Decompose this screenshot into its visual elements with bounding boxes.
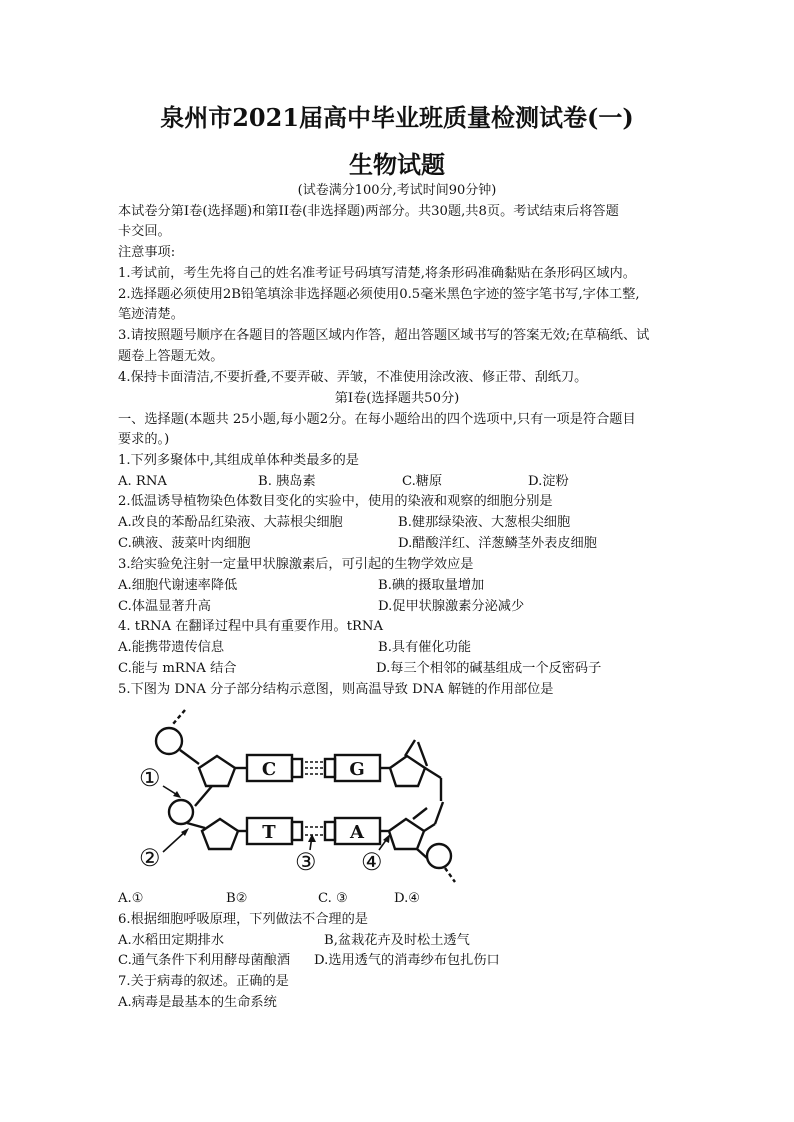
option-d: D.每三个相邻的碱基组成一个反密码子 <box>376 661 602 676</box>
option-a: A.病毒是最基本的生命系统 <box>118 995 277 1010</box>
option-d: D.促甲状腺激素分泌减少 <box>378 599 525 614</box>
option-c: C.碘液、菠菜叶肉细胞 <box>118 536 251 551</box>
question-stem: 6.根据细胞呼吸原理，下列做法不合理的是 <box>118 912 368 927</box>
part-heading: 第I卷(选择题共50分) <box>334 391 460 406</box>
label-3: ③ <box>295 848 317 876</box>
note-item: 笔迹清楚。 <box>118 307 184 322</box>
option-b: B.碘的摄取量增加 <box>378 578 485 593</box>
option-a: A.水稻田定期排水 <box>118 933 225 948</box>
note-item: 4.保持卡面清洁,不要折叠,不要弄破、弄皱，不准使用涂改液、修正带、刮纸刀。 <box>118 370 588 385</box>
option-a: A.① <box>118 891 144 906</box>
section-instruction: 一、选择题(本题共 25小题,每小题2分。在每小题给出的四个选项中,只有一项是符合题目 <box>118 412 636 427</box>
deoxyribose-pentagon <box>390 756 425 786</box>
exam-info: (试卷满分100分,考试时间90分钟) <box>297 183 497 198</box>
option-a: A.改良的苯酚品红染液、大蒜根尖细胞 <box>118 515 343 530</box>
option-b: B.具有催化功能 <box>378 640 472 655</box>
note-item: 1.考试前，考生先将自己的姓名准考证号码填写清楚,将条形码准确黏贴在条形码区域内。 <box>118 266 636 281</box>
question-stem: 7.关于病毒的叙述。正确的是 <box>118 974 289 989</box>
label-4: ④ <box>361 848 383 876</box>
base-letter: A <box>350 822 364 843</box>
phosphate-circle <box>169 800 193 824</box>
exam-title: 泉州市2021届高中毕业班质量检测试卷(一) <box>160 103 634 132</box>
deoxyribose-pentagon <box>202 819 238 849</box>
phosphate-circle <box>156 728 182 754</box>
question-stem: 4. tRNA 在翻译过程中具有重要作用。tRNA <box>118 619 383 634</box>
question-stem: 3.给实验免注射一定量甲状腺激素后，可引起的生物学效应是 <box>118 557 474 572</box>
option-b: B,盆栽花卉及时松土透气 <box>324 933 470 948</box>
subject-title: 生物试题 <box>349 150 445 179</box>
note-item: 3.请按照题号顺序在各题目的答题区域内作答，超出答题区域书写的答案无效;在草稿纸、试 <box>118 328 650 343</box>
base-letter: T <box>262 822 276 843</box>
option-d: D.醋酸洋红、洋葱鳞茎外表皮细胞 <box>398 536 597 551</box>
option-d: D.淀粉 <box>528 474 569 489</box>
question-stem: 1.下列多聚体中,其组成单体种类最多的是 <box>118 453 359 468</box>
dna-structure-diagram <box>125 706 465 886</box>
note-item: 2.选择题必须使用2B铅笔填涂非选择题必须使用0.5毫米黑色字迹的签字笔书写,字体工整, <box>118 287 640 302</box>
notes-heading: 注意事项: <box>118 245 176 260</box>
question-stem: 5.下图为 DNA 分子部分结构示意图，则高温导致 DNA 解链的作用部位是 <box>118 682 554 697</box>
intro-line: 本试卷分第I卷(选择题)和第II卷(非选择题)两部分。共30题,共8页。考试结束后将答题 <box>118 204 619 219</box>
option-b: B② <box>226 891 248 906</box>
base-letter: G <box>349 759 365 780</box>
option-d: D.选用透气的消毒纱布包扎伤口 <box>314 953 500 968</box>
option-c: C. ③ <box>318 891 348 906</box>
note-item: 题卷上答题无效。 <box>118 349 224 364</box>
option-a: A.能携带遗传信息 <box>118 640 225 655</box>
phosphate-circle <box>427 844 451 868</box>
option-c: C.能与 mRNA 结合 <box>118 661 237 676</box>
label-2: ② <box>139 844 161 872</box>
option-b: B. 胰岛素 <box>258 474 316 489</box>
deoxyribose-pentagon <box>199 756 235 786</box>
question-stem: 2.低温诱导植物染色体数目变化的实验中，使用的染液和观察的细胞分别是 <box>118 494 553 509</box>
intro-line: 卡交回。 <box>118 224 171 239</box>
deoxyribose-pentagon <box>389 819 424 849</box>
option-d: D.④ <box>394 891 421 906</box>
label-1: ① <box>139 764 161 792</box>
section-instruction: 要求的。) <box>118 432 170 447</box>
base-letter: C <box>261 759 277 780</box>
option-a: A. RNA <box>118 474 167 489</box>
option-c: C.通气条件下利用酵母菌酿酒 <box>118 953 291 968</box>
option-b: B.健那绿染液、大葱根尖细胞 <box>398 515 571 530</box>
option-a: A.细胞代谢速率降低 <box>118 578 238 593</box>
option-c: C.糖原 <box>402 474 443 489</box>
option-c: C.体温显著升高 <box>118 599 211 614</box>
